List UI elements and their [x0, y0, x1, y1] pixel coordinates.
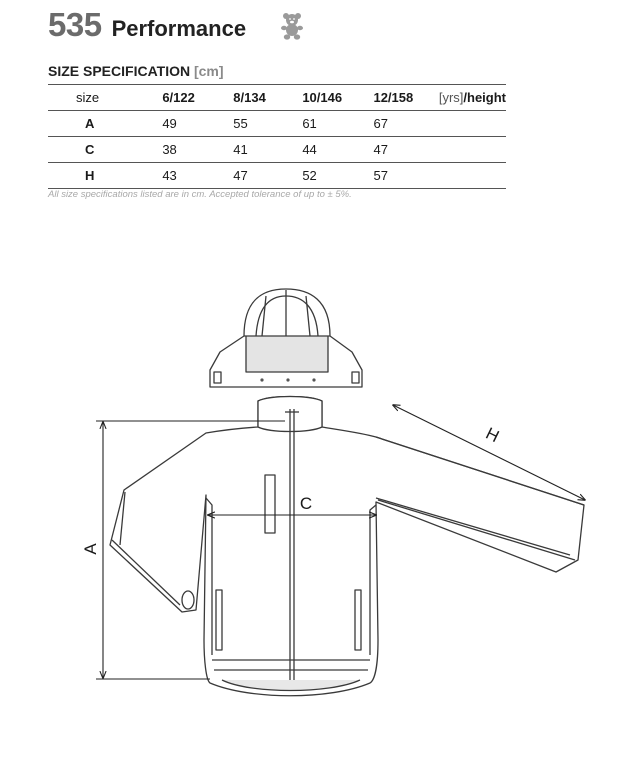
table-row [48, 163, 506, 189]
table-cell: 43 [162, 168, 177, 183]
spec-unit: [cm] [193, 63, 224, 79]
size-table-header [48, 85, 506, 111]
table-cell: 55 [233, 116, 248, 131]
hood-drawing [210, 289, 362, 387]
table-cell: 44 [302, 142, 317, 157]
spec-title-text: SIZE SPECIFICATION [48, 63, 191, 79]
measure-h-label: H [482, 423, 503, 447]
tolerance-note: All size specifications listed are in cm. Accepted tolerance of up to ± 5%. [48, 189, 352, 200]
size-column-header: size [76, 90, 100, 105]
size-table [48, 84, 506, 189]
table-row [48, 137, 506, 163]
table-cell: 49 [162, 116, 177, 131]
table-cell: 41 [233, 142, 248, 157]
teddy-bear-icon [280, 12, 304, 40]
table-cell: 61 [302, 116, 317, 131]
unit-note-text: /height [463, 90, 506, 105]
spec-title [48, 63, 224, 79]
size-header-6-122: 6/122 [162, 90, 195, 105]
jacket-diagram [0, 280, 631, 764]
measure-a-label: A [81, 543, 100, 555]
size-header-8-134: 8/134 [233, 90, 266, 105]
table-cell: 67 [373, 116, 388, 131]
table-row [48, 111, 506, 137]
row-label: H [85, 168, 95, 183]
table-cell: 38 [162, 142, 177, 157]
size-header-10-146: 10/146 [302, 90, 343, 105]
row-label: A [85, 116, 95, 131]
table-cell: 47 [233, 168, 248, 183]
unit-note [439, 85, 506, 111]
product-header [48, 6, 246, 46]
jacket-drawing [110, 397, 584, 696]
row-label: C [85, 142, 95, 157]
product-name: Performance [111, 16, 247, 41]
size-header-12-158: 12/158 [373, 90, 414, 105]
product-code: 535 [48, 6, 102, 43]
unit-note-bracket: [yrs] [438, 90, 464, 105]
table-cell: 57 [373, 168, 388, 183]
table-cell: 47 [373, 142, 388, 157]
table-cell: 52 [302, 168, 317, 183]
measure-c-label: C [299, 494, 313, 513]
